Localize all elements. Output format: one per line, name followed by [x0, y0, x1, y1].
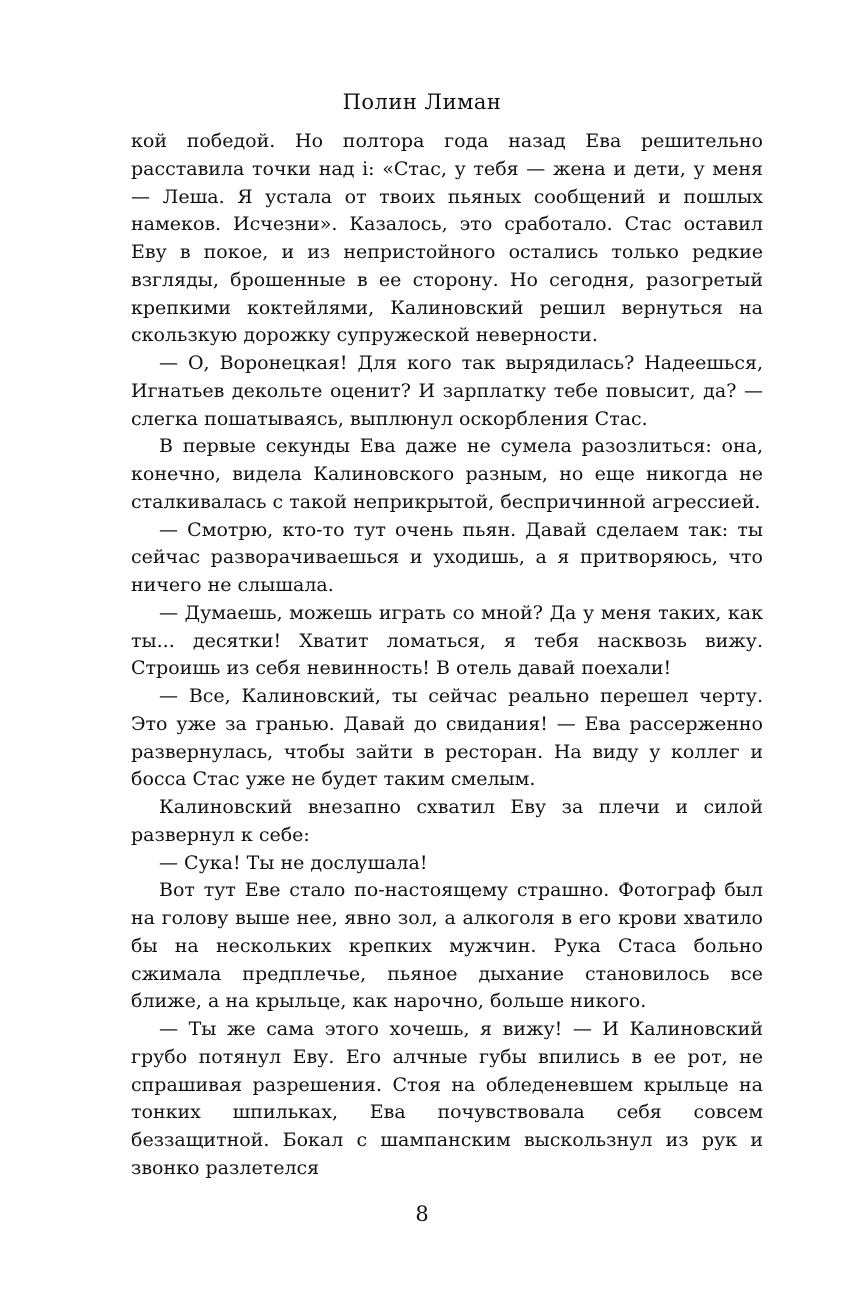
paragraph: Калиновский внезапно схватил Еву за плечи и силой развернул к себе:	[131, 796, 763, 846]
paragraph: — Ты же сама этого хочешь, я вижу! — И Калиновский грубо потянул Еву. Его алчные губы впились в ее рот, не спрашивая разрешения. Стоя на обледеневшем крыльце на тонких шпильках, Ева почувствовала себя совсем беззащитной. Бокал с шампанским выскользнул из рук и звонко разлетелся	[131, 1018, 763, 1179]
paragraph: — Думаешь, можешь играть со мной? Да у меня таких, как ты... десятки! Хватит ломаться, я тебя насквозь вижу. Строишь из себя невинность! В отель давай поехали!	[131, 601, 763, 680]
paragraph: — Сука! Ты не дослушала!	[159, 851, 428, 874]
paragraph: Вот тут Еве стало по-настоящему страшно. Фотограф был на голову выше нее, явно зол, а алкоголя в его крови хватило бы на нескольких крепких мужчин. Рука Стаса больно сжимала предплечье, пьяное дыхание становилось все ближе, а на крыльце, как нарочно, больше никого.	[131, 879, 763, 1013]
running-head: Полин Лиман	[342, 90, 502, 114]
paragraph: — Все, Калиновский, ты сейчас реально перешел черту. Это уже за гранью. Давай до свидания! — Ева рассерженно развернулась, чтобы зайти в ресторан. На виду у коллег и босса Стас уже не будет таким смелым.	[131, 685, 763, 791]
body-text	[131, 128, 763, 1183]
paragraph: — О, Воронецкая! Для кого так вырядилась? Надеешься, Игнатьев декольте оценит? И зарплатку тебе повысит, да? — слегка пошатываясь, выплюнул оскорбления Стас.	[131, 352, 763, 430]
paragraph: кой победой. Но полтора года назад Ева решительно расставила точки над i: «Стас, у тебя — жена и дети, у меня — Леша. Я устала от твоих пьяных сообщений и пошлых намеков. Исчезни». Казалось, это сработало. Стас оставил Еву в покое, и из непристойного остались только редкие взгляды, брошенные в ее сторону. Но сегодня, разогретый крепкими коктейлями, Калиновский решил вернуться на скользкую дорожку супружеской неверности.	[131, 130, 763, 347]
page-number: 8	[415, 1202, 429, 1226]
paragraph: — Смотрю, кто-то тут очень пьян. Давай сделаем так: ты сейчас разворачиваешься и уходишь, а я притворяюсь, что ничего не слышала.	[131, 518, 763, 596]
paragraph: В первые секунды Ева даже не сумела разозлиться: она, конечно, видела Калиновского разным, но еще никогда не сталкивалась с такой неприкрытой, беспричинной агрессией.	[131, 435, 763, 513]
